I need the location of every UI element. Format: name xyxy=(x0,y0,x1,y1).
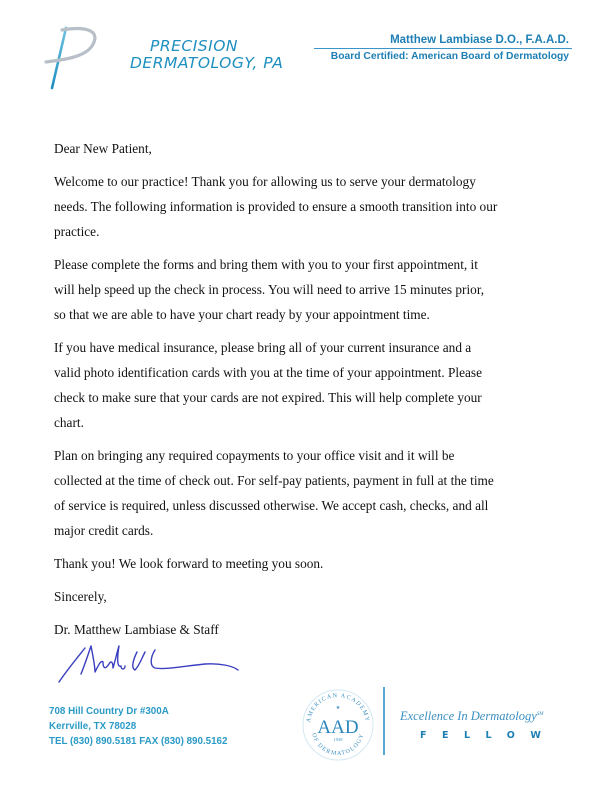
footer-divider xyxy=(383,687,385,755)
doctor-name: Matthew Lambiase D.O., F.A.A.D. xyxy=(314,34,572,49)
svg-text:★: ★ xyxy=(335,706,341,711)
board-certification: Board Certified: American Board of Dermatology xyxy=(330,51,569,62)
text-line: major credit cards. xyxy=(54,523,154,538)
text-line: valid photo identification cards with you at the time of your appointment. Please xyxy=(54,365,482,380)
text-line: practice. xyxy=(54,224,100,239)
address-city: Kerrville, TX 78028 xyxy=(49,721,137,732)
practice-logo xyxy=(40,20,290,90)
paragraph-forms xyxy=(54,252,574,327)
excellence-text: Excellence In Dermatology xyxy=(400,709,537,723)
closing: Sincerely, xyxy=(54,589,107,604)
text-line: collected at the time of check out. For self-pay patients, payment in full at the time xyxy=(54,473,494,488)
salutation: Dear New Patient, xyxy=(54,141,152,156)
svg-text:AMERICAN ACADEMY: AMERICAN ACADEMY xyxy=(306,692,370,723)
phone-fax: TEL (830) 890.5181 FAX (830) 890.5162 xyxy=(49,736,228,747)
text-line: If you have medical insurance, please bring all of your current insurance and a xyxy=(54,340,472,355)
paragraph-payment xyxy=(54,443,574,543)
text-line: will help speed up the check in process. You will need to arrive 15 minutes prior, xyxy=(54,282,485,297)
handwritten-signature xyxy=(55,640,240,685)
signer-name: Dr. Matthew Lambiase & Staff xyxy=(54,622,219,637)
practice-address xyxy=(49,704,227,749)
aad-seal-icon xyxy=(300,687,376,763)
logo-line-1: PRECISION xyxy=(150,37,239,55)
text-line: Welcome to our practice! Thank you for allowing us to serve your dermatology xyxy=(54,174,476,189)
text-line: Please complete the forms and bring them with you to your first appointment, it xyxy=(54,257,478,272)
svg-text:1938: 1938 xyxy=(333,737,343,742)
text-line: of service is required, unless discussed otherwise. We accept cash, checks, and all xyxy=(54,498,489,513)
thank-you-line: Thank you! We look forward to meeting you soon. xyxy=(54,556,324,571)
text-line: Plan on bringing any required copayments to your office visit and it will be xyxy=(54,448,455,463)
logo-line-2: DERMATOLOGY, PA xyxy=(130,54,284,72)
paragraph-welcome xyxy=(54,169,574,244)
svg-text:AAD: AAD xyxy=(317,717,359,738)
svg-text:OF DERMATOLOGY: OF DERMATOLOGY xyxy=(310,732,366,758)
text-line: so that we are able to have your chart ready by your appointment time. xyxy=(54,307,430,322)
precision-p-logo-icon xyxy=(40,20,110,90)
letter-body xyxy=(54,136,574,650)
address-street: 708 Hill Country Dr #300A xyxy=(49,706,169,717)
text-line: check to make sure that your cards are not expired. This will help complete your xyxy=(54,390,482,405)
text-line: needs. The following information is provided to ensure a smooth transition into our xyxy=(54,199,498,214)
excellence-tagline xyxy=(400,709,543,724)
letterhead-doctor-block xyxy=(314,34,572,62)
text-line: chart. xyxy=(54,415,84,430)
fellow-label: FELLOW xyxy=(420,730,557,741)
service-mark: SM xyxy=(536,711,544,717)
paragraph-insurance xyxy=(54,335,574,435)
